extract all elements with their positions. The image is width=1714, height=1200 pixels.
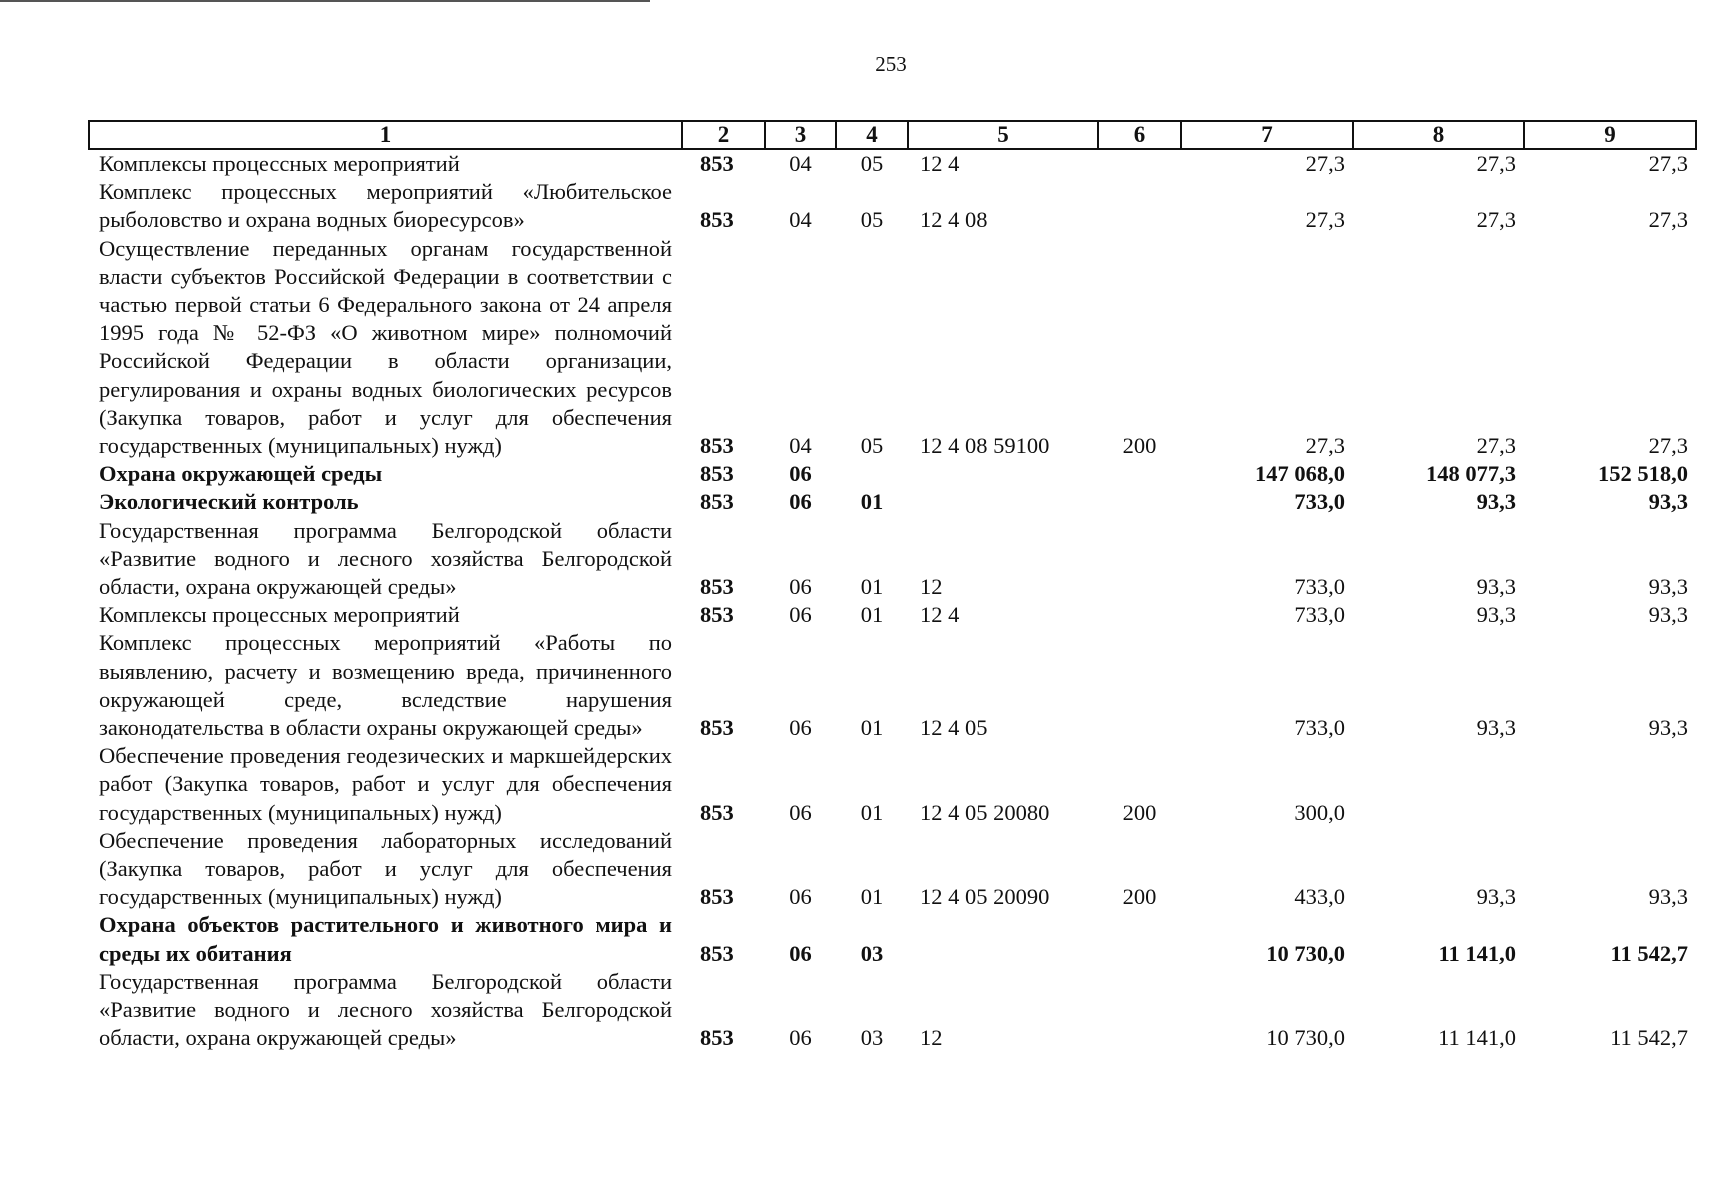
cell-subsection: 01 bbox=[860, 715, 884, 741]
cell-amount-col9 bbox=[1524, 742, 1696, 827]
table-header-row bbox=[89, 121, 1696, 149]
cell-target-article: 12 4 05 bbox=[920, 715, 988, 741]
cell-amount-col8: 27,3 bbox=[1476, 151, 1516, 176]
cell-amount-col9: 11 542,7 bbox=[1610, 1025, 1688, 1051]
cell-amount-col8: 11 141,0 bbox=[1438, 940, 1516, 966]
cell-target-article: 12 4 bbox=[920, 151, 960, 176]
cell-subsection: 01 bbox=[860, 602, 884, 628]
cell-admin-code: 853 bbox=[700, 461, 734, 487]
cell-section: 04 bbox=[789, 433, 812, 459]
cell-amount-col7: 10 730,0 bbox=[1266, 940, 1345, 966]
row-name: Экологический контроль bbox=[99, 489, 359, 515]
cell-admin-code: 853 bbox=[700, 602, 734, 628]
row-name: Охрана окружающей среды bbox=[99, 461, 383, 487]
cell-amount-col9: 93,3 bbox=[1648, 574, 1688, 600]
cell-expense-type: 200 bbox=[1122, 884, 1157, 910]
cell-admin-code: 853 bbox=[700, 433, 734, 459]
cell-subsection: 05 bbox=[860, 151, 884, 176]
column-header: 5 bbox=[908, 121, 1098, 149]
cell-subsection: 03 bbox=[860, 940, 884, 966]
cell-section: 06 bbox=[789, 461, 812, 487]
cell-section: 06 bbox=[789, 940, 812, 966]
column-header: 7 bbox=[1181, 121, 1353, 149]
cell-target-article: 12 4 08 59100 bbox=[920, 433, 1050, 459]
cell-expense-type: 200 bbox=[1122, 799, 1157, 825]
cell-subsection bbox=[836, 460, 908, 488]
table-row bbox=[89, 742, 1696, 827]
cell-expense-type bbox=[1098, 149, 1181, 178]
cell-subsection: 05 bbox=[860, 433, 884, 459]
cell-section: 06 bbox=[789, 489, 812, 515]
cell-amount-col9: 93,3 bbox=[1648, 489, 1688, 515]
table-row bbox=[89, 911, 1696, 967]
table-row bbox=[89, 827, 1696, 912]
cell-amount-col8: 93,3 bbox=[1476, 715, 1516, 741]
row-name: Комплексы процессных мероприятий bbox=[99, 602, 460, 628]
table-row bbox=[89, 629, 1696, 742]
cell-section: 04 bbox=[789, 151, 812, 176]
column-header: 2 bbox=[682, 121, 765, 149]
cell-expense-type bbox=[1098, 178, 1181, 234]
cell-amount-col8: 93,3 bbox=[1476, 489, 1516, 515]
row-name: Обеспечение проведения лабораторных исследований (Закупка товаров, работ и услуг для обеспечения государственных (муниципальных) нужд) bbox=[99, 827, 672, 910]
table-row bbox=[89, 460, 1696, 488]
cell-amount-col7: 733,0 bbox=[1294, 715, 1345, 741]
cell-admin-code: 853 bbox=[700, 940, 734, 966]
table-row bbox=[89, 235, 1696, 461]
cell-expense-type bbox=[1098, 911, 1181, 967]
cell-amount-col8: 93,3 bbox=[1476, 602, 1516, 628]
cell-expense-type bbox=[1098, 517, 1181, 602]
row-name: Государственная программа Белгородской области «Развитие водного и лесного хозяйства Белгородской области, охрана окружающей среды» bbox=[99, 968, 672, 1051]
scan-edge-line bbox=[0, 0, 650, 2]
cell-amount-col9: 93,3 bbox=[1648, 602, 1688, 628]
cell-expense-type: 200 bbox=[1122, 433, 1157, 459]
row-name: Комплексы процессных мероприятий bbox=[99, 151, 460, 176]
cell-admin-code: 853 bbox=[700, 1025, 734, 1051]
cell-section: 06 bbox=[789, 602, 812, 628]
row-name: Охрана объектов растительного и животного мира и среды их обитания bbox=[99, 912, 672, 966]
cell-section: 06 bbox=[789, 884, 812, 910]
cell-amount-col9: 27,3 bbox=[1648, 433, 1688, 459]
cell-section: 06 bbox=[789, 799, 812, 825]
table-row bbox=[89, 178, 1696, 234]
cell-target-article: 12 4 05 20090 bbox=[920, 884, 1050, 910]
cell-amount-col9: 11 542,7 bbox=[1610, 940, 1688, 966]
cell-admin-code: 853 bbox=[700, 151, 734, 176]
column-header: 4 bbox=[836, 121, 908, 149]
column-header: 3 bbox=[765, 121, 836, 149]
column-header: 1 bbox=[89, 121, 682, 149]
cell-target-article: 12 bbox=[920, 1025, 943, 1051]
cell-expense-type bbox=[1098, 460, 1181, 488]
cell-target-article: 12 4 08 bbox=[920, 207, 988, 233]
cell-section: 04 bbox=[789, 207, 812, 233]
cell-amount-col7: 27,3 bbox=[1305, 207, 1345, 233]
row-name: Комплекс процессных мероприятий «Любительское рыболовство и охрана водных биоресурсов» bbox=[99, 179, 672, 233]
cell-subsection: 03 bbox=[860, 1025, 884, 1051]
cell-section: 06 bbox=[789, 574, 812, 600]
row-name: Государственная программа Белгородской области «Развитие водного и лесного хозяйства Белгородской области, охрана окружающей среды» bbox=[99, 517, 672, 600]
cell-amount-col8: 11 141,0 bbox=[1438, 1025, 1516, 1051]
cell-amount-col9: 27,3 bbox=[1648, 207, 1688, 233]
cell-amount-col7: 433,0 bbox=[1294, 884, 1345, 910]
row-name: Обеспечение проведения геодезических и маркшейдерских работ (Закупка товаров, работ и услуг для обеспечения государственных (муниципальных) нужд) bbox=[99, 743, 672, 825]
cell-amount-col9: 27,3 bbox=[1648, 151, 1688, 176]
cell-amount-col8: 148 077,3 bbox=[1426, 461, 1516, 487]
cell-amount-col7: 733,0 bbox=[1294, 574, 1345, 600]
table-row bbox=[89, 149, 1696, 178]
page-number: 253 bbox=[875, 52, 907, 76]
cell-amount-col9: 93,3 bbox=[1648, 884, 1688, 910]
column-header: 8 bbox=[1353, 121, 1524, 149]
cell-section: 06 bbox=[789, 1025, 812, 1051]
cell-amount-col8: 27,3 bbox=[1476, 433, 1516, 459]
cell-amount-col7: 300,0 bbox=[1294, 799, 1345, 825]
row-name: Комплекс процессных мероприятий «Работы по выявлению, расчету и возмещению вреда, причиненного окружающей среде, вследствие нарушения законодательства в области охраны окружающей среды» bbox=[99, 630, 672, 741]
cell-subsection: 01 bbox=[860, 574, 884, 600]
row-name: Осуществление переданных органам государственной власти субъектов Российской Федерации в соответствии с частью первой статьи 6 Федерального закона от 24 апреля 1995 года № 52-ФЗ «О животном мире» полномочий Российской Федерации в области организации, регулирования и охраны водных биологических ресурсов (Закупка товаров, работ и услуг для обеспечения государственных (муниципальных) нужд) bbox=[99, 235, 672, 459]
cell-amount-col8: 27,3 bbox=[1476, 207, 1516, 233]
column-header: 6 bbox=[1098, 121, 1181, 149]
cell-target-article bbox=[908, 488, 1098, 516]
cell-admin-code: 853 bbox=[700, 715, 734, 741]
cell-expense-type bbox=[1098, 968, 1181, 1053]
cell-admin-code: 853 bbox=[700, 574, 734, 600]
cell-expense-type bbox=[1098, 601, 1181, 629]
cell-amount-col8: 93,3 bbox=[1476, 574, 1516, 600]
cell-subsection: 01 bbox=[860, 489, 884, 515]
cell-target-article bbox=[908, 460, 1098, 488]
table-row bbox=[89, 488, 1696, 516]
cell-amount-col9: 93,3 bbox=[1648, 715, 1688, 741]
cell-target-article: 12 4 bbox=[920, 602, 960, 628]
cell-admin-code: 853 bbox=[700, 489, 734, 515]
cell-amount-col8 bbox=[1353, 742, 1524, 827]
cell-amount-col7: 147 068,0 bbox=[1255, 461, 1345, 487]
cell-amount-col7: 27,3 bbox=[1305, 151, 1345, 176]
table-body bbox=[89, 149, 1696, 1053]
cell-amount-col7: 733,0 bbox=[1294, 489, 1345, 515]
cell-amount-col7: 733,0 bbox=[1294, 602, 1345, 628]
table-row bbox=[89, 968, 1696, 1053]
cell-section: 06 bbox=[789, 715, 812, 741]
cell-amount-col8: 93,3 bbox=[1476, 884, 1516, 910]
cell-amount-col7: 27,3 bbox=[1305, 433, 1345, 459]
cell-expense-type bbox=[1098, 629, 1181, 742]
cell-target-article: 12 4 05 20080 bbox=[920, 799, 1050, 825]
cell-admin-code: 853 bbox=[700, 884, 734, 910]
column-header: 9 bbox=[1524, 121, 1696, 149]
cell-subsection: 05 bbox=[860, 207, 884, 233]
cell-target-article: 12 bbox=[920, 574, 943, 600]
table-row bbox=[89, 601, 1696, 629]
cell-amount-col7: 10 730,0 bbox=[1266, 1025, 1345, 1051]
cell-subsection: 01 bbox=[860, 884, 884, 910]
cell-admin-code: 853 bbox=[700, 799, 734, 825]
cell-expense-type bbox=[1098, 488, 1181, 516]
budget-table bbox=[88, 120, 1697, 1053]
table-row bbox=[89, 517, 1696, 602]
cell-amount-col9: 152 518,0 bbox=[1598, 461, 1688, 487]
cell-subsection: 01 bbox=[860, 799, 884, 825]
cell-admin-code: 853 bbox=[700, 207, 734, 233]
cell-target-article bbox=[908, 911, 1098, 967]
